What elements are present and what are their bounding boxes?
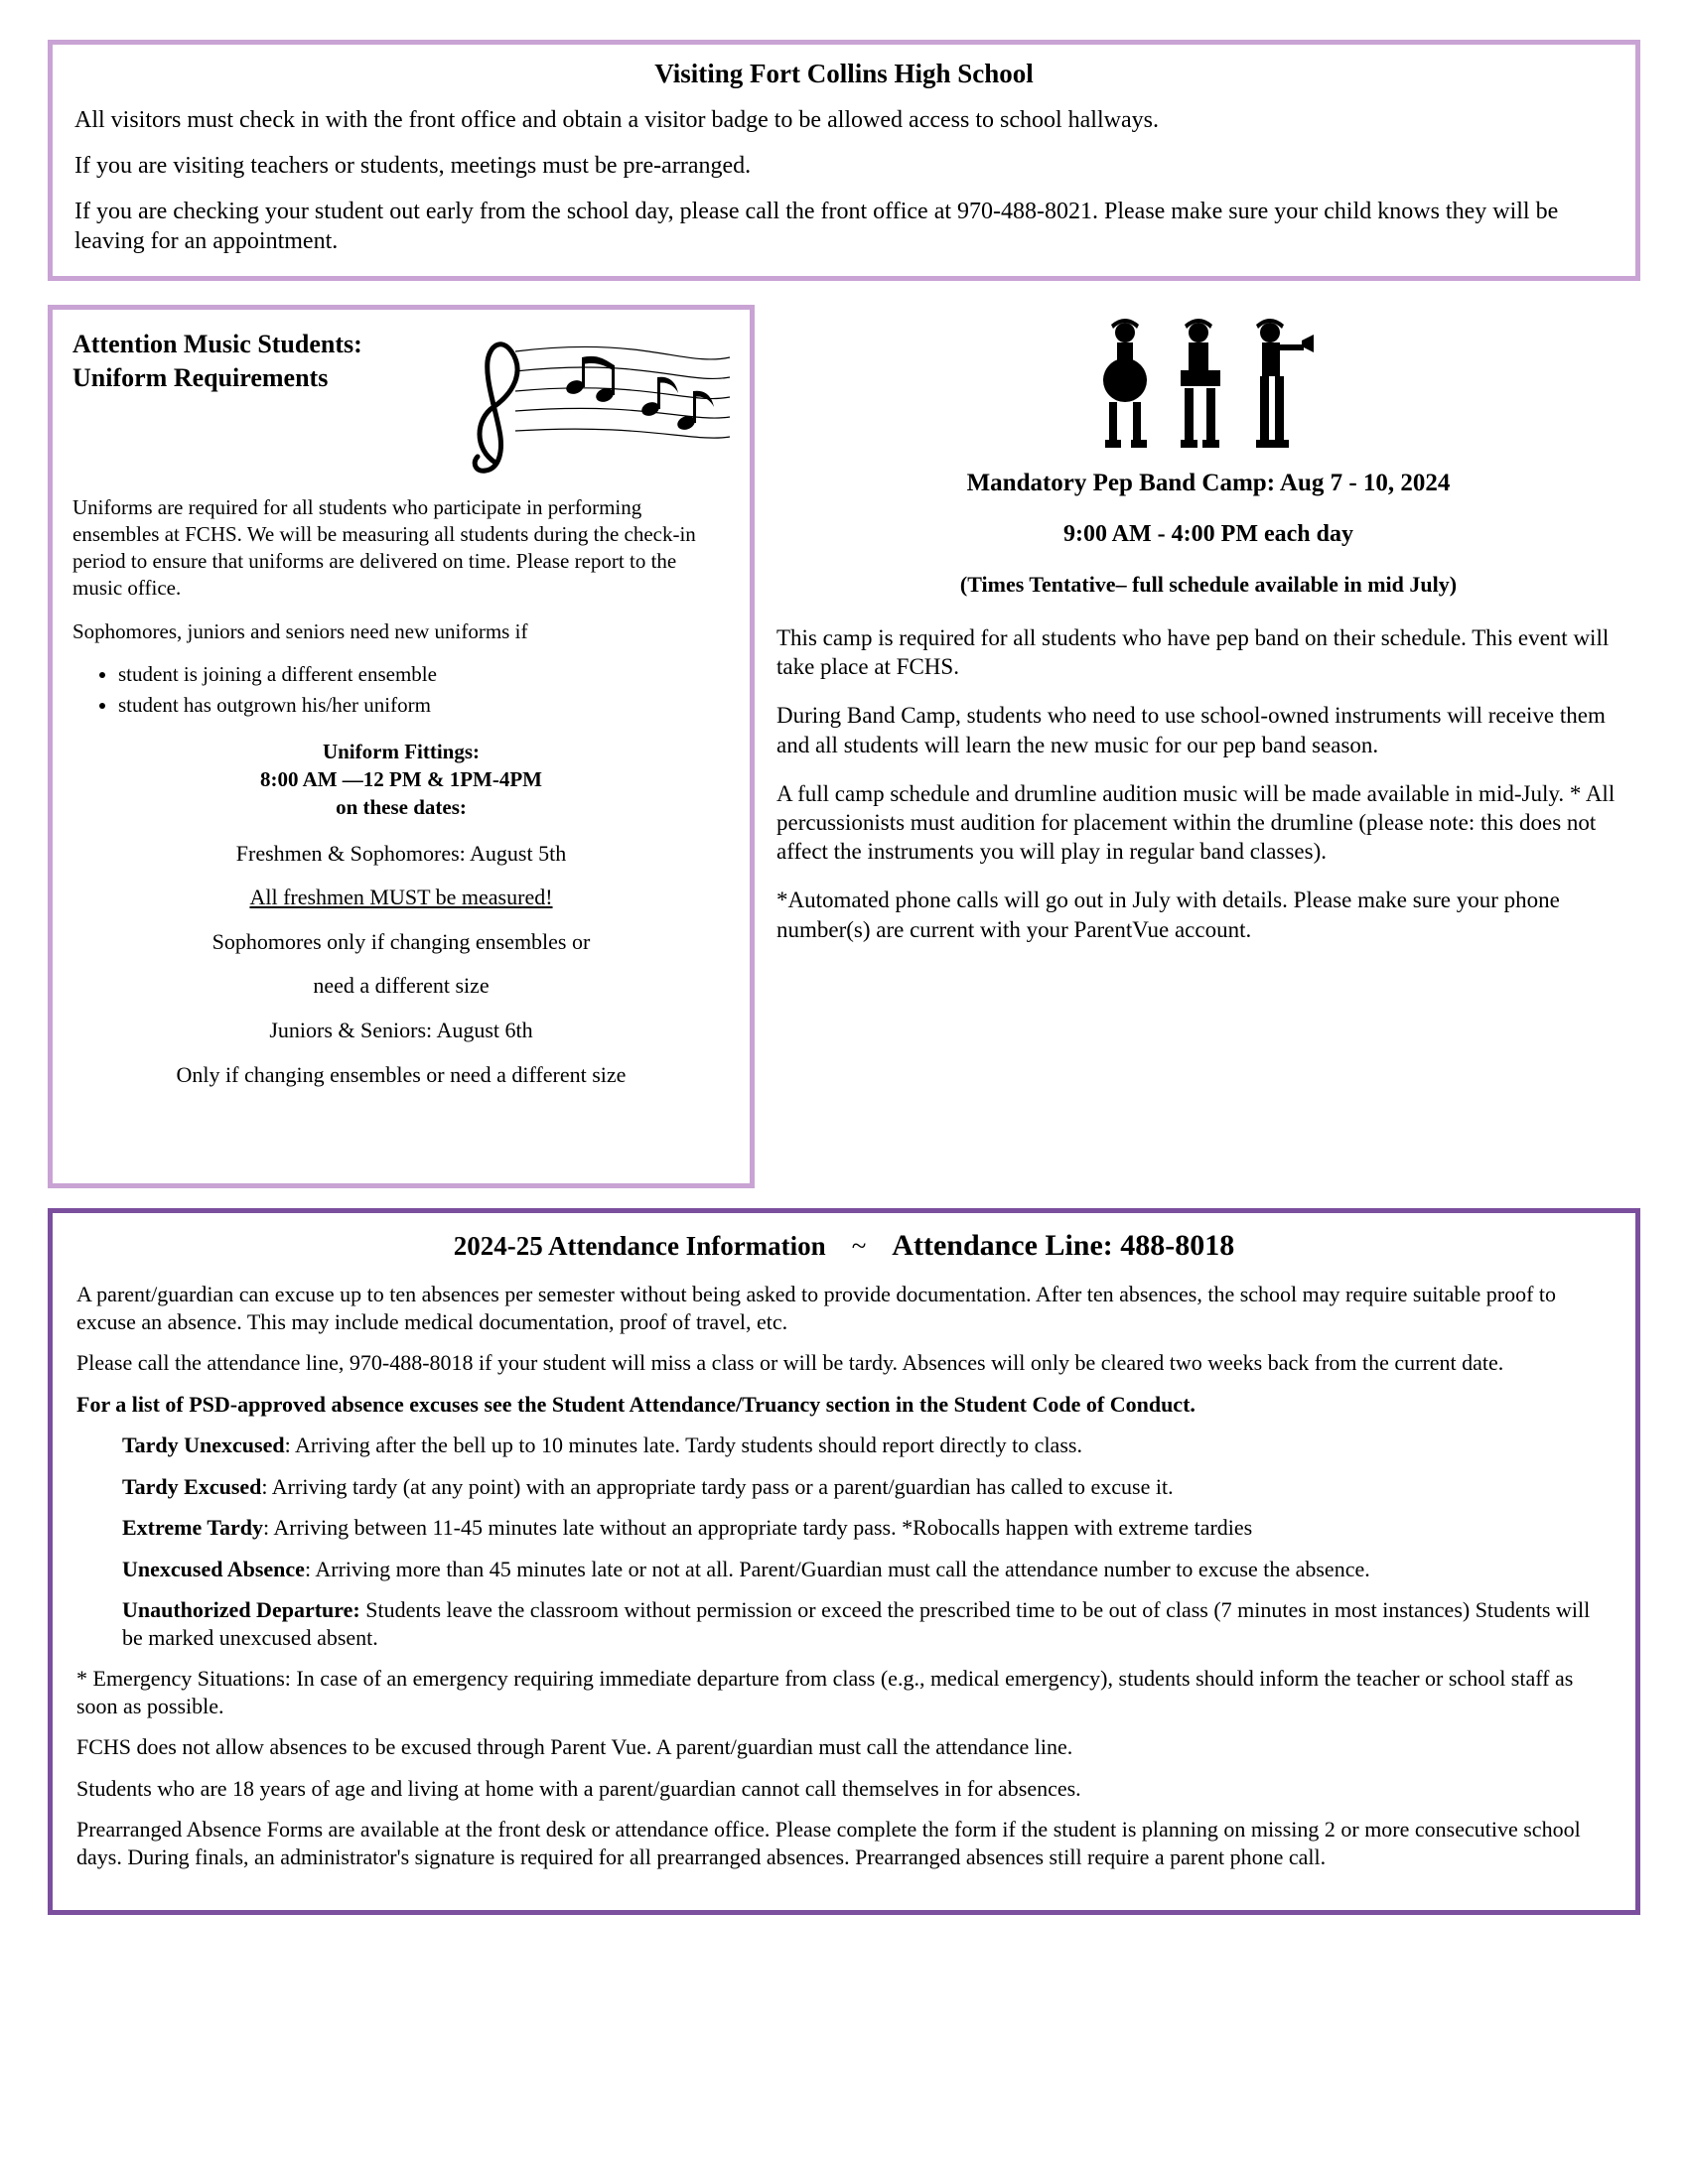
attendance-intro-2: Please call the attendance line, 970-488-8018 if your student will miss a class or will be tardy. Absences will only be cleared two weeks back from the current date. (76, 1350, 1504, 1375)
music-staff-icon (456, 324, 734, 482)
music-uniform-section (48, 305, 755, 1188)
definition-term: Tardy Excused (122, 1473, 262, 1499)
fitting-date-line-3: Sophomores only if changing ensembles or (211, 928, 591, 954)
list-item (122, 1556, 1612, 1583)
definition-text: Students leave the classroom without permission or exceed the prescribed time to be out of class (7 minutes in most instances) Students will be marked unexcused absent. (122, 1597, 1591, 1650)
definition-text: : Arriving tardy (at any point) with an appropriate tardy pass or a parent/guardian has called to excuse it. (261, 1473, 1174, 1499)
pep-band-paragraph-4: *Automated phone calls will go out in July with details. Please make sure your phone number(s) are current with your ParentVue account. (776, 887, 1560, 942)
definition-text: : Arriving between 11-45 minutes late without an appropriate tardy pass. *Robocalls happen with extreme tardies (262, 1515, 1253, 1540)
attendance-section (48, 1208, 1640, 1915)
fitting-date-line-2 (72, 884, 730, 912)
list-item (122, 1514, 1612, 1542)
fitting-date-line-4: need a different size (313, 973, 490, 999)
attendance-line-number: Attendance Line: 488-8018 (892, 1229, 1235, 1262)
fittings-times: 8:00 AM —12 PM & 1PM-4PM (259, 767, 542, 792)
attendance-psd-note: For a list of PSD-approved absence excuses see the Student Attendance/Truancy section in the Student Code of Conduct. (76, 1391, 1196, 1417)
music-heading (72, 328, 470, 395)
pep-band-section (776, 305, 1640, 964)
music-body (72, 494, 730, 1090)
fitting-date-line-1: Freshmen & Sophomores: August 5th (235, 840, 567, 866)
list-item (122, 1596, 1612, 1651)
visiting-section (48, 40, 1640, 281)
list-item (122, 1432, 1612, 1459)
attendance-closing-4: Prearranged Absence Forms are available at the front desk or attendance office. Please complete the form if the student is planning on missing 2 or more consecutive school days. During finals, an administrator's signature is required for all prearranged absences. Prearranged absences still require a parent phone call. (76, 1817, 1581, 1869)
fittings-dates-label: on these dates: (336, 795, 467, 820)
uniform-fittings-block (72, 738, 730, 822)
list-item: • student has outgrown his/her uniform (118, 692, 730, 719)
freshmen-must-measure-text: All freshmen MUST be measured! (249, 885, 553, 910)
middle-row (48, 305, 1640, 1188)
fitting-date-line-5: Juniors & Seniors: August 6th (269, 1018, 533, 1043)
definition-text: : Arriving more than 45 minutes late or not at all. Parent/Guardian must call the attendance number to excuse the absence. (304, 1556, 1370, 1581)
visiting-paragraph-3: If you are checking your student out early from the school day, please call the front office at 970-488-8021. Please make sure your child knows they will be leaving for an appointment. (74, 199, 1559, 254)
music-intro: Uniforms are required for all students who participate in performing ensembles at FCHS. We will be measuring all students during the check-in period to ensure that uniforms are delivered on time. Please report to the music office. (72, 494, 696, 601)
music-heading-line-2: Uniform Requirements (72, 362, 329, 392)
pep-band-camp-tentative-note: (Times Tentative– full schedule available in mid July) (959, 572, 1458, 597)
attendance-title-row (76, 1229, 1612, 1263)
attendance-intro-1: A parent/guardian can excuse up to ten absences per semester without being asked to provide documentation. After ten absences, the school may require suitable proof to excuse an absence. This may include medical documentation, proof of travel, etc. (76, 1282, 1557, 1334)
pep-band-paragraph-1: This camp is required for all students who have pep band on their schedule. This event will take place at FCHS. (776, 625, 1610, 680)
visiting-paragraph-2: If you are visiting teachers or students, meetings must be pre-arranged. (74, 153, 752, 179)
fittings-title: Uniform Fittings: (322, 739, 481, 763)
pep-band-camp-times: 9:00 AM - 4:00 PM each day (1063, 521, 1353, 547)
attendance-title-separator: ~ (851, 1231, 867, 1261)
music-need-new-intro: Sophomores, juniors and seniors need new uniforms if (72, 618, 528, 643)
attendance-title: 2024-25 Attendance Information (453, 1231, 826, 1261)
fitting-date-line-6: Only if changing ensembles or need a different size (176, 1061, 627, 1087)
attendance-closing-3: Students who are 18 years of age and living at home with a parent/guardian cannot call themselves in for absences. (76, 1775, 1081, 1801)
list-item: • student is joining a different ensemble (118, 661, 730, 688)
definition-term: Unexcused Absence (122, 1556, 305, 1581)
visiting-paragraph-1: All visitors must check in with the front office and obtain a visitor badge to be allowed access to school hallways. (74, 107, 1159, 133)
attendance-closing-2: FCHS does not allow absences to be excused through Parent Vue. A parent/guardian must call the attendance line. (76, 1734, 1073, 1759)
visiting-title: Visiting Fort Collins High School (654, 59, 1034, 88)
music-heading-line-1: Attention Music Students: (72, 330, 362, 358)
pep-band-paragraph-3: A full camp schedule and drumline audition music will be made available in mid-July. * All percussionists must audition for placement within the drumline (please note: this does not affect the instruments you will play in regular band classes). (776, 780, 1616, 865)
pep-band-camp-title: Mandatory Pep Band Camp: Aug 7 - 10, 2024 (966, 470, 1451, 496)
list-item (122, 1473, 1612, 1501)
definition-term: Unauthorized Departure: (122, 1597, 360, 1622)
pep-band-paragraph-2: During Band Camp, students who need to use school-owned instruments will receive them and all students will learn the new music for our pep band season. (776, 703, 1606, 757)
attendance-definitions-list (76, 1432, 1612, 1651)
marching-band-icon (1089, 315, 1328, 454)
attendance-closing-1: * Emergency Situations: In case of an emergency requiring immediate departure from class (e.g., medical emergency), students should inform the teacher or school staff as soon as possible. (76, 1666, 1574, 1718)
definition-term: Extreme Tardy (122, 1515, 263, 1540)
definition-term: Tardy Unexcused (122, 1433, 285, 1457)
music-bullet-list (72, 661, 730, 720)
definition-text: : Arriving after the bell up to 10 minutes late. Tardy students should report directly to class. (284, 1433, 1082, 1457)
